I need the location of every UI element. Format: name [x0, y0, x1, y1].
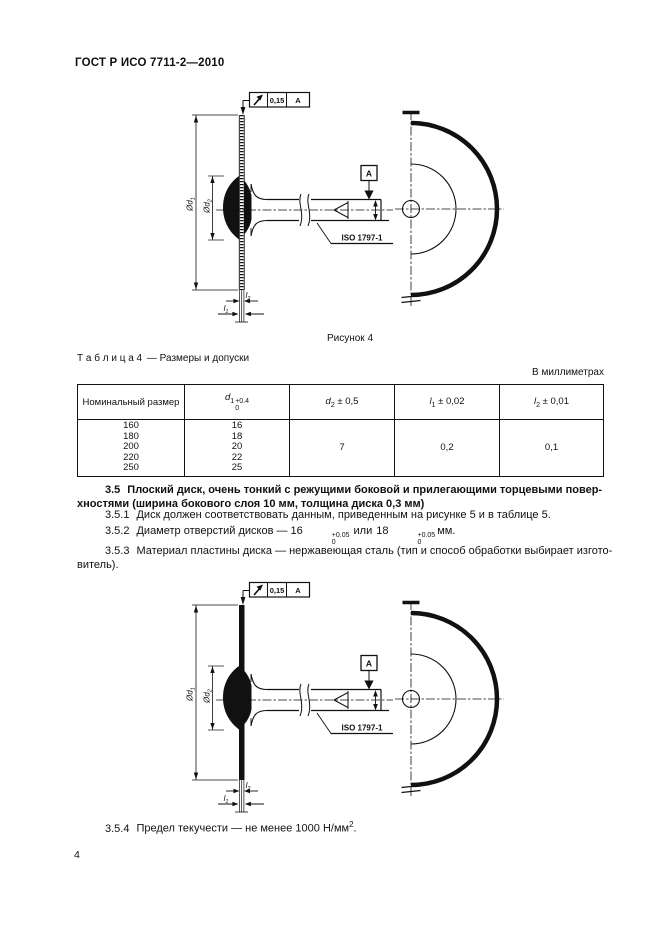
section-number: 3.5.1 — [105, 509, 130, 521]
l1-tol: ± 0,02 — [435, 395, 465, 407]
page-header: ГОСТ Р ИСО 7711-2—2010 — [75, 57, 225, 69]
shaft-diameter-arrow-head — [373, 690, 378, 697]
section-text: витель). — [77, 558, 119, 571]
superscript: 2 — [349, 820, 354, 829]
l2-value-cell: 0,1 — [500, 420, 604, 477]
center-cone — [334, 210, 348, 218]
col-header-nominal: Номинальный размер — [78, 385, 185, 420]
hole-size-16: 16 — [290, 525, 303, 537]
tolerance-datum-ref: A — [295, 586, 301, 595]
disc-blade — [239, 605, 245, 780]
tol-lower: 0 — [417, 539, 422, 546]
l2-arrow-head — [233, 789, 239, 793]
d1-arrow — [194, 283, 198, 290]
d2-arrow — [210, 233, 214, 240]
tolerance-value: 0,15 — [269, 96, 285, 105]
l1-base: l — [429, 395, 432, 407]
d2-base: d — [325, 395, 331, 407]
l1-arrow-head — [245, 802, 251, 806]
table-body-row — [78, 420, 604, 477]
section-text: Плоский диск, очень тонкий с режущими боковой и прилегающими торцевыми повер- — [127, 484, 603, 496]
dim-label-l2: $l_2$ — [245, 781, 251, 792]
center-cone — [334, 700, 348, 708]
section-text: Диаметр отверстий дисков — — [136, 525, 291, 537]
shaft-diameter-arrow-head — [373, 200, 378, 207]
d1-value: 25 — [231, 462, 243, 474]
units-suffix: мм. — [437, 525, 456, 537]
dim-label-d2: $Ød_2$ — [202, 689, 214, 703]
tolerance-value: 0,15 — [269, 586, 285, 595]
shaft-standard-label: ISO 1797-1 — [341, 233, 383, 243]
tol-lower: 0 — [331, 539, 336, 546]
section-text: Диск должен соответствовать данным, приведенным на рисунке 5 и в таблице 5. — [136, 509, 551, 521]
d1-sub: 1 — [230, 397, 235, 405]
section-number: 3.5 — [105, 484, 121, 496]
dim-label-d1: $Ød_1$ — [185, 197, 197, 211]
section-3-5-2 — [77, 525, 604, 546]
figure-4-caption: Рисунок 4 — [326, 333, 374, 344]
section-text: Материал пластины диска — нержавеющая сталь (тип и способ обработки выбирает изгото- — [136, 545, 613, 557]
nominal-sizes-cell — [78, 420, 185, 477]
d1-values-cell — [185, 420, 290, 477]
l1-value-cell: 0,2 — [395, 420, 500, 477]
figure-4-drawing — [183, 85, 515, 335]
datum-letter: A — [365, 658, 373, 669]
l1-arrow-head — [232, 802, 238, 806]
dim-label-l1: $l_1$ — [223, 304, 229, 315]
l1-arrow-head — [245, 312, 251, 316]
tol-upper: +0.05 — [417, 532, 436, 539]
d2-arrow — [210, 667, 214, 674]
section-number: 3.5.3 — [105, 545, 130, 557]
l2-tol: ± 0,01 — [540, 395, 569, 407]
section-3-5 — [77, 484, 604, 511]
nominal-size: 160 — [123, 420, 139, 431]
shaft-standard-leader — [317, 223, 331, 244]
d1-arrow — [194, 606, 198, 613]
table-header-row — [78, 385, 604, 420]
section-number: 3.5.4 — [105, 822, 130, 835]
section-number: 3.5.2 — [105, 525, 130, 537]
col-header-d2 — [290, 385, 395, 420]
nominal-size: 180 — [123, 430, 139, 442]
dim-label-d1: $Ød_1$ — [185, 687, 197, 701]
d1-tol-upper: +0.4 — [235, 398, 250, 405]
d1-value: 18 — [231, 430, 243, 442]
center-cone — [334, 693, 348, 701]
tolerance-datum-ref: A — [295, 96, 301, 105]
l2-base: l — [533, 395, 537, 407]
table-label: Т а б л и ц а 4 — [77, 353, 143, 364]
datum-letter: A — [365, 168, 373, 179]
d2-tol: ± 0,5 — [334, 395, 359, 407]
d2-value-cell: 7 — [290, 420, 395, 477]
hole-tolerance-stack — [389, 532, 435, 546]
section-text: хностями (ширина бокового слоя 10 мм, толщина диска 0,3 мм) — [77, 497, 425, 510]
conjunction: или — [353, 525, 373, 537]
d2-arrow — [210, 723, 214, 730]
datum-triangle — [364, 191, 373, 200]
d1-value: 16 — [231, 420, 243, 431]
col-header-d1 — [185, 385, 290, 420]
nominal-size: 200 — [123, 441, 139, 453]
hub-flange-left — [223, 666, 239, 730]
l1-sub: 1 — [431, 401, 436, 409]
section-3-5-3 — [77, 545, 613, 572]
shaft-diameter-arrow-head — [373, 704, 378, 711]
d1-tol-lower: 0 — [235, 405, 240, 412]
col-header-l2 — [500, 385, 604, 420]
page-number: 4 — [74, 849, 80, 861]
dim-label-l2: $l_2$ — [245, 291, 251, 302]
col-header-l1 — [395, 385, 500, 420]
l2-sub: 2 — [536, 401, 541, 409]
d1-value: 22 — [231, 451, 243, 463]
section-text: Предел текучести — не менее 1000 Н/мм — [136, 822, 350, 835]
d1-arrow — [194, 773, 198, 780]
section-text-end: . — [353, 822, 357, 835]
shaft-diameter-arrow-head — [373, 214, 378, 221]
datum-triangle — [364, 681, 373, 690]
center-cone — [334, 203, 348, 211]
dim-label-d2: $Ød_2$ — [202, 199, 214, 213]
nominal-size: 250 — [123, 462, 139, 474]
d2-arrow — [210, 177, 214, 184]
hole-size-18: 18 — [376, 525, 389, 537]
nominal-size: 220 — [123, 451, 139, 463]
l1-arrow-head — [232, 312, 238, 316]
hub-flange-left — [223, 176, 239, 240]
table-title-text: — Размеры и допуски — [146, 353, 250, 364]
table-title — [77, 353, 249, 364]
d1-arrow — [194, 116, 198, 123]
section-3-5-1 — [77, 509, 604, 523]
table-4 — [77, 384, 604, 477]
figure-5-drawing — [183, 575, 515, 825]
shaft-standard-leader — [317, 713, 331, 734]
section-3-5-4 — [77, 818, 604, 836]
table-units-note: В миллиметрах — [532, 367, 604, 378]
tolerance-leader-arrow — [241, 597, 246, 605]
tol-upper: +0.05 — [331, 532, 350, 539]
dim-label-l1: $l_1$ — [223, 794, 229, 805]
d1-value: 20 — [231, 441, 243, 453]
d1-base: d — [224, 392, 231, 403]
shaft-standard-label: ISO 1797-1 — [341, 723, 383, 733]
tolerance-leader-arrow — [241, 107, 246, 115]
d2-sub: 2 — [330, 401, 335, 409]
d1-tolerance-stack — [235, 398, 249, 412]
l2-arrow-head — [233, 299, 239, 303]
hole-tolerance-stack — [304, 532, 350, 546]
